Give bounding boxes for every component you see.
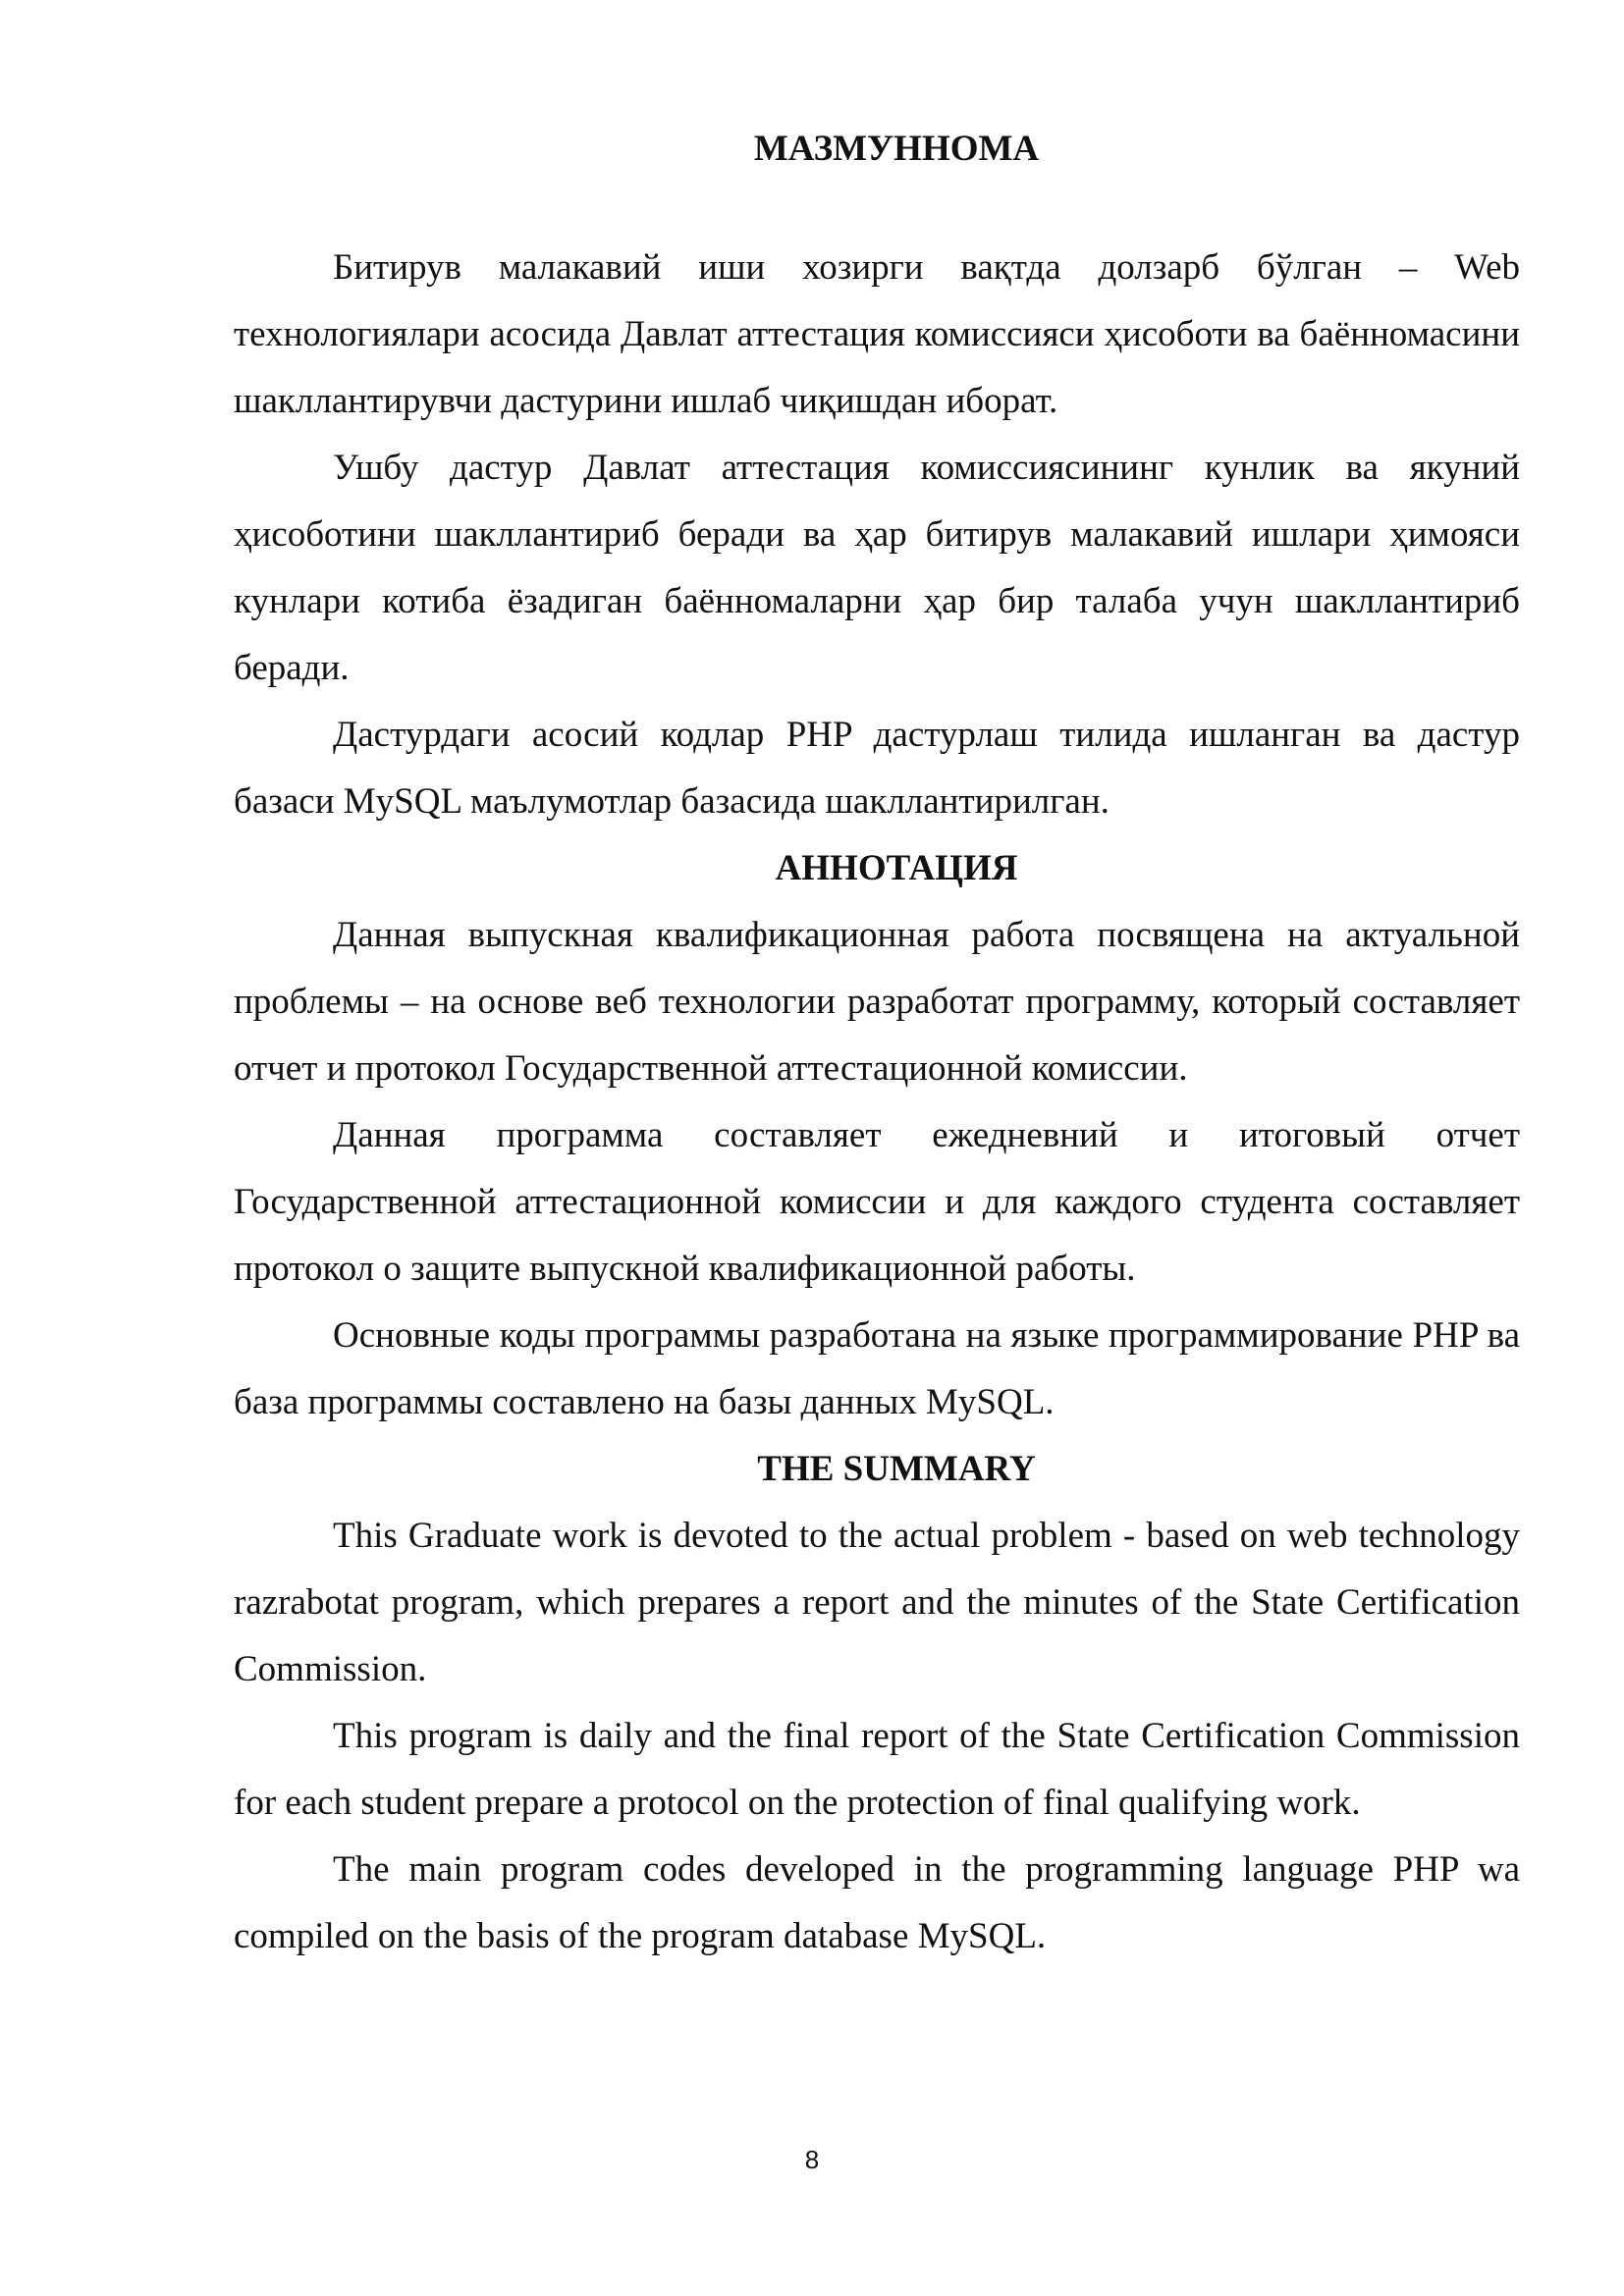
page-number: 8	[804, 2145, 820, 2174]
section-heading-summary: THE SUMMARY	[757, 1449, 1036, 1489]
paragraph: Ушбу дастур Давлат аттестация комиссиясининг кунлик ва якуний ҳисоботини шакллантириб беради ва ҳар битирув малакавий ишлари ҳимояси кунлари котиба ёзадиган баённомаларни ҳар бир талаба учун шакллантириб беради.	[234, 448, 1520, 688]
paragraph: Данная программа составляет ежедневний и итоговый отчет Государственной аттестационной комиссии и для каждого студента составляет протокол о защите выпускной квалификационной работы.	[234, 1115, 1520, 1289]
page-content	[234, 116, 1520, 1970]
paragraph: This Graduate work is devoted to the actual problem - based on web technology razrabotat program, which prepares a report and the minutes of the State Certification Commission.	[234, 1516, 1520, 1689]
paragraph: Основные коды программы разработана на языке программирование PHP ва база программы составлено на базы данных MySQL.	[234, 1315, 1520, 1422]
paragraph: Данная выпускная квалификационная работа посвящена на актуальной проблемы – на основе веб технологии разработат программу, который составляет отчет и протокол Государственной аттестационной комиссии.	[234, 915, 1520, 1089]
paragraph: This program is daily and the final report of the State Certification Commission for each student prepare a protocol on the protection of final qualifying work.	[234, 1716, 1520, 1823]
paragraph: Дастурдаги асосий кодлар PHP дастурлаш тилида ишланган ва дастур базаси MySQL маълумотлар базасида шакллантирилган.	[234, 715, 1520, 822]
paragraph: The main program codes developed in the programming language PHP wa compiled on the basis of the program database MySQL.	[234, 1849, 1520, 1956]
section-heading-annotatsiya: АННОТАЦИЯ	[775, 848, 1018, 888]
paragraph: Битирув малакавий иши хозирги вақтда долзарб бўлган – Web технологиялари асосида Давлат аттестация комиссияси ҳисоботи ва баённомасини шакллантирувчи дастурини ишлаб чиқишдан иборат.	[234, 247, 1520, 421]
section-heading-mazmunnoma: МАЗМУННОМА	[753, 129, 1040, 169]
